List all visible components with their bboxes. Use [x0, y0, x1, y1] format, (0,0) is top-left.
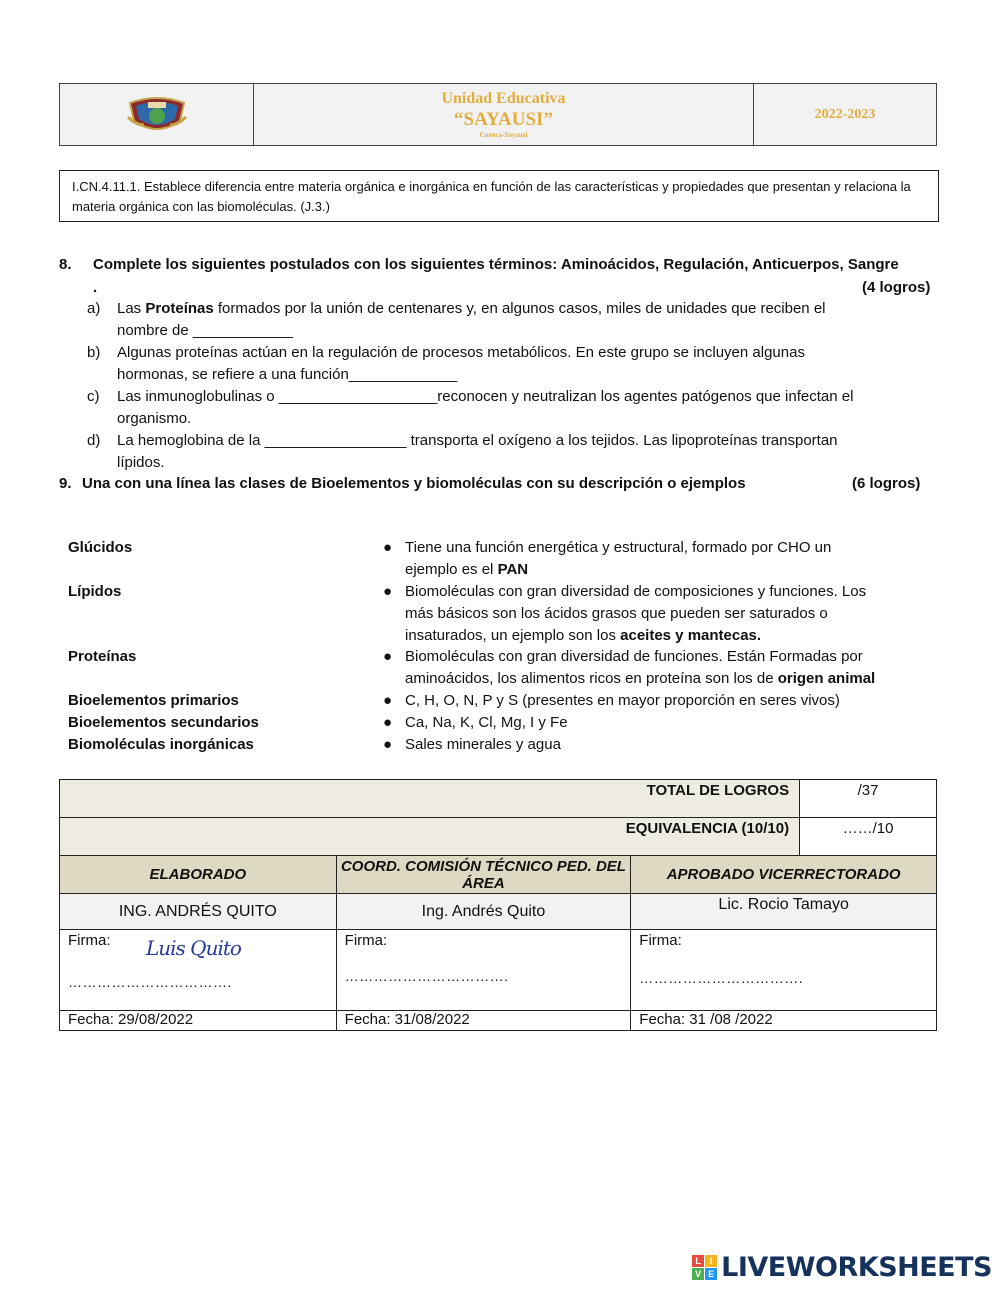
date-elaborado: Fecha: 29/08/2022 [60, 1011, 337, 1031]
item-text-line1: Algunas proteínas actúan en la regulación de procesos metabólicos. En este grupo se incluyen algunas [117, 344, 805, 361]
description-line [405, 625, 923, 647]
description-line [405, 559, 923, 581]
question-9-number: 9. [59, 475, 72, 492]
match-term-lipidos[interactable]: Lípidos [68, 583, 122, 600]
match-description-3[interactable] [383, 646, 923, 690]
description-bold: PAN [497, 561, 529, 578]
badge-letter: L [692, 1255, 704, 1267]
school-logo-cell [60, 84, 254, 145]
total-label: TOTAL DE LOGROS [60, 780, 800, 818]
signature-cell-aprobado [631, 930, 937, 1011]
badge-letter: V [692, 1268, 704, 1280]
question-8-points: (4 logros) [862, 279, 931, 296]
bullet-icon: ● [383, 583, 393, 600]
match-description-1[interactable] [383, 537, 923, 581]
school-year: 2022-2023 [814, 106, 876, 122]
description-bold: aceites y mantecas. [620, 627, 762, 644]
item-text-bold: Proteínas [145, 300, 214, 317]
description-line: más básicos son los ácidos grasos que pueden ser saturados o [405, 605, 828, 622]
evaluation-criterion: I.CN.4.11.1. Establece diferencia entre materia orgánica e inorgánica en función de las características y propiedades que presentan y relaciona la materia orgánica con las biomoléculas. (J.3.) [59, 170, 939, 222]
description-line: C, H, O, N, P y S (presentes en mayor proporción en seres vivos) [405, 692, 840, 709]
item-blank-line[interactable]: nombre de ____________ [117, 322, 293, 339]
signature-dots: ……………………………. [639, 970, 804, 986]
item-text-post: formados por la unión de centenares y, en algunos casos, miles de unidades que reciben el [213, 300, 826, 317]
name-aprobado: Lic. Rocio Tamayo [631, 894, 937, 930]
description-bold: origen animal [777, 670, 876, 687]
equivalence-label: EQUIVALENCIA (10/10) [60, 818, 800, 856]
equivalence-value[interactable]: ……/10 [800, 818, 937, 856]
item-label: d) [87, 432, 101, 449]
match-term-bioelementos-secundarios[interactable]: Bioelementos secundarios [68, 714, 259, 731]
institution-line1: Unidad Educativa [441, 89, 566, 107]
signature-dots: ……………………………. [68, 974, 232, 990]
liveworksheets-badge-icon [692, 1255, 717, 1280]
header-table [59, 83, 937, 146]
watermark-text: LIVEWORKSHEETS [721, 1252, 992, 1283]
match-term-bioelementos-primarios[interactable]: Bioelementos primarios [68, 692, 239, 709]
bullet-icon: ● [383, 648, 393, 665]
signature-dots: ……………………………. [344, 968, 509, 984]
question-8-prompt: Complete los siguientes postulados con los siguientes términos: Aminoácidos, Regulación, Anticuerpos, Sangre [93, 256, 899, 273]
question-8-item-a [87, 298, 937, 342]
question-8-item-b [87, 342, 937, 386]
match-description-6[interactable] [383, 734, 923, 756]
question-8-item-c [87, 386, 937, 430]
item-text-pre: Las [117, 300, 146, 317]
institution-name [254, 84, 754, 145]
description-line: Biomoléculas con gran diversidad de composiciones y funciones. Los [405, 583, 867, 600]
description-text: insaturados, un ejemplo son los [405, 627, 621, 644]
badge-letter: I [705, 1255, 717, 1267]
match-description-5[interactable] [383, 712, 923, 734]
header-elaborado: ELABORADO [60, 856, 337, 894]
description-line: Sales minerales y agua [405, 736, 561, 753]
item-text-line1 [117, 298, 826, 320]
item-blank-line[interactable]: hormonas, se refiere a una función_____________ [117, 366, 458, 383]
header-coordinacion: COORD. COMISIÓN TÉCNICO PED. DEL ÁREA [336, 856, 631, 894]
item-label: b) [87, 344, 101, 361]
description-text: ejemplo es el [405, 561, 498, 578]
description-line: Tiene una función energética y estructural, formado por CHO un [405, 539, 832, 556]
total-value[interactable]: /37 [800, 780, 937, 818]
date-aprobado: Fecha: 31 /08 /2022 [631, 1011, 937, 1031]
signature-cell-coordinacion [336, 930, 631, 1011]
firma-label: Firma: [68, 932, 111, 949]
item-label: a) [87, 300, 101, 317]
signature-cell-elaborado [60, 930, 337, 1011]
match-term-glucidos[interactable]: Glúcidos [68, 539, 133, 556]
match-description-4[interactable] [383, 690, 923, 712]
question-8-dot: . [93, 279, 98, 296]
handwritten-signature: Luis Quito [146, 936, 241, 960]
header-aprobado: APROBADO VICERRECTORADO [631, 856, 937, 894]
school-crest-logo [126, 95, 188, 135]
question-8-item-d [87, 430, 937, 474]
question-9-points: (6 logros) [852, 475, 921, 492]
bullet-icon: ● [383, 736, 393, 753]
bullet-icon: ● [383, 692, 393, 709]
bullet-icon: ● [383, 539, 393, 556]
item-label: c) [87, 388, 100, 405]
firma-label: Firma: [639, 932, 682, 949]
description-line: Biomoléculas con gran diversidad de funciones. Están Formadas por [405, 648, 863, 665]
description-line: Ca, Na, K, Cl, Mg, I y Fe [405, 714, 568, 731]
question-8-number: 8. [59, 256, 72, 273]
question-9-prompt: Una con una línea las clases de Bioelementos y biomoléculas con su descripción o ejemplos [82, 475, 746, 492]
bullet-icon: ● [383, 714, 393, 731]
match-term-biomoleculas-inorganicas[interactable]: Biomoléculas inorgánicas [68, 736, 254, 753]
liveworksheets-watermark [692, 1252, 992, 1283]
firma-label: Firma: [344, 932, 388, 949]
name-elaborado: ING. ANDRÉS QUITO [60, 894, 337, 930]
description-line [405, 668, 923, 690]
institution-line3: Cuenca-Sayausi [479, 130, 528, 139]
name-coordinacion: Ing. Andrés Quito [336, 894, 631, 930]
match-description-2[interactable] [383, 581, 923, 647]
institution-line2: “SAYAUSI” [454, 108, 553, 130]
item-blank-line[interactable]: La hemoglobina de la _________________ transporta el oxígeno a los tejidos. Las lipoproteínas transportan [117, 432, 838, 449]
signoff-table [59, 779, 937, 1031]
description-text: aminoácidos, los alimentos ricos en proteína son los de [405, 670, 778, 687]
item-text-line2: lípidos. [117, 454, 165, 471]
match-term-proteinas[interactable]: Proteínas [68, 648, 137, 665]
item-text-line2: organismo. [117, 410, 192, 427]
date-coordinacion: Fecha: 31/08/2022 [336, 1011, 631, 1031]
item-blank-line[interactable]: Las inmunoglobulinas o ___________________reconocen y neutralizan los agentes patógenos que infectan el [117, 388, 854, 405]
badge-letter: E [705, 1268, 717, 1280]
